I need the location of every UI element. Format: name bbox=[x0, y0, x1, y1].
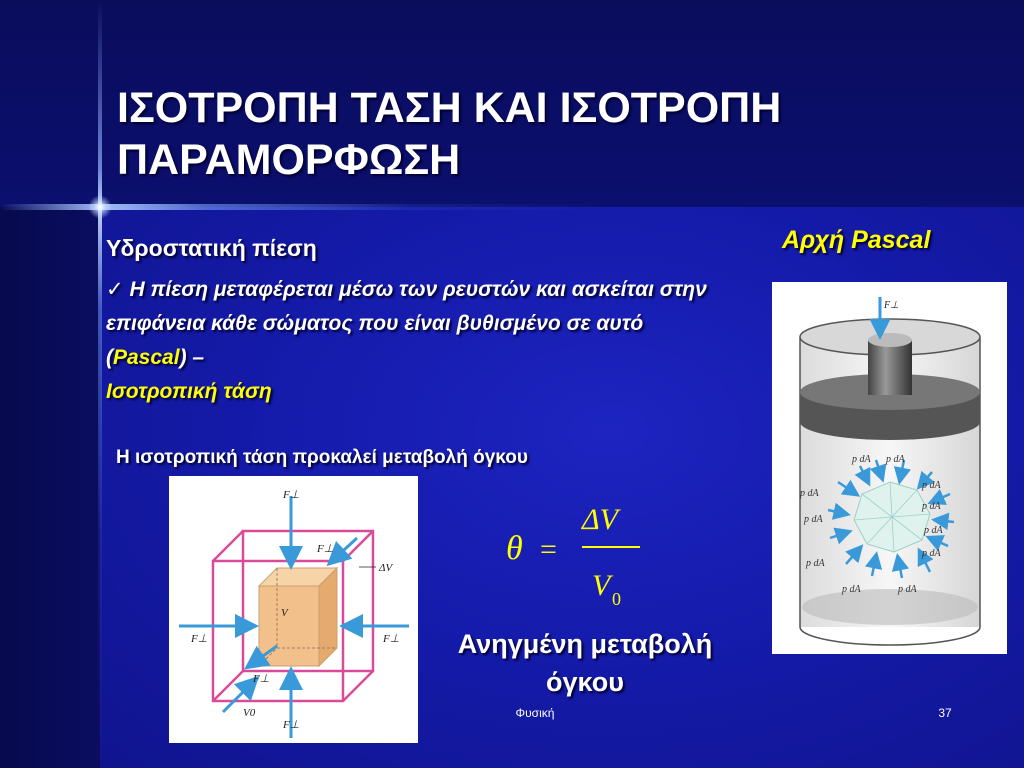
pressure-label-1: p dA bbox=[852, 454, 871, 465]
formula-subscript: 0 bbox=[612, 589, 621, 609]
pressure-label-2: p dA bbox=[886, 454, 905, 465]
pascal-diagram bbox=[772, 282, 1007, 654]
initial-volume-label: V0 bbox=[243, 707, 256, 719]
pressure-label-11: p dA bbox=[800, 488, 819, 499]
force-top-label: F⊥ bbox=[283, 489, 300, 501]
body-text-part2: ) – bbox=[179, 346, 205, 369]
pressure-label-5: p dA bbox=[924, 525, 943, 536]
formula-theta: θ bbox=[506, 530, 523, 567]
vertical-glow-line bbox=[98, 0, 102, 768]
pressure-label-10: p dA bbox=[804, 514, 823, 525]
force-bottom-label: F⊥ bbox=[283, 719, 300, 731]
volume-strain-formula bbox=[500, 495, 660, 615]
pressure-label-6: p dA bbox=[922, 548, 941, 559]
slide-title: ΙΣΟΤΡΟΠΗ ΤΑΣΗ ΚΑΙ ΙΣΟΤΡΟΠΗ ΠΑΡΑΜΟΡΦΩΣΗ bbox=[117, 84, 782, 184]
delta-v-label: ΔV bbox=[379, 562, 393, 574]
pressure-label-4: p dA bbox=[922, 501, 941, 512]
force-left-label: F⊥ bbox=[191, 633, 208, 645]
formula-numerator: ΔV bbox=[582, 503, 618, 536]
force-right-label: F⊥ bbox=[383, 633, 400, 645]
reduced-volume-change-label: Ανηγμένη μεταβολή όγκου bbox=[457, 629, 713, 697]
cube-diagram bbox=[169, 476, 418, 743]
force-diag-top-label: F⊥ bbox=[317, 543, 334, 555]
glow-sparkle bbox=[88, 195, 112, 219]
pascal-principle-title: Αρχή Pascal bbox=[782, 226, 931, 254]
body-text-part1: Η πίεση μεταφέρεται μέσω των ρευστών και ασκείται στην επιφάνεια κάθε σώματος που είναι βυθισμένο σε αυτό ( bbox=[106, 278, 707, 369]
left-band bbox=[0, 207, 100, 768]
pressure-label-9: p dA bbox=[806, 558, 825, 569]
cube-figure bbox=[169, 476, 418, 743]
footer-subject: Φυσική bbox=[515, 706, 555, 720]
formula-denominator: V bbox=[592, 569, 611, 602]
page-number: 37 bbox=[938, 706, 952, 720]
pascal-inline: Pascal bbox=[113, 346, 180, 369]
check-icon: ✓ bbox=[106, 278, 124, 301]
pressure-label-7: p dA bbox=[898, 584, 917, 595]
formula-equals: = bbox=[540, 533, 557, 566]
piston-force-label: F⊥ bbox=[884, 300, 899, 311]
horizontal-glow-line bbox=[0, 204, 1024, 210]
immersed-body bbox=[854, 482, 930, 552]
isotropic-stress-term: Ισοτροπική τάση bbox=[106, 380, 272, 403]
section-heading: Υδροστατική πίεση bbox=[106, 235, 317, 261]
body-paragraph bbox=[106, 273, 726, 409]
volume-label: V bbox=[281, 607, 288, 619]
force-diag-bottom-label: F⊥ bbox=[253, 673, 270, 685]
pascal-figure bbox=[772, 282, 1007, 654]
pressure-label-8: p dA bbox=[842, 584, 861, 595]
formula-svg bbox=[500, 495, 660, 615]
pressure-label-3: p dA bbox=[922, 480, 941, 491]
volume-change-statement: Η ισοτροπική τάση προκαλεί μεταβολή όγκου bbox=[116, 447, 528, 468]
